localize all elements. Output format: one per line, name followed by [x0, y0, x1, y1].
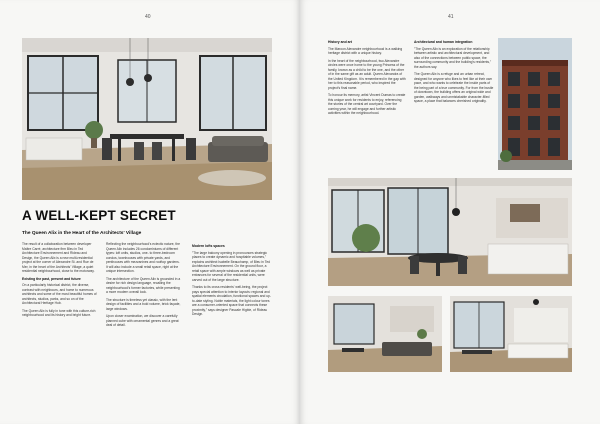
building-illustration	[498, 38, 572, 170]
page-number-right: 41	[448, 14, 454, 20]
paragraph: The result of a collaboration between developer Maître Carré, architecture firm Bleu in Ted Architecture Environnement and Rideau and Design, the Queen Alix is a new multi-residential project at the corner of Alexandre St. and Rue de Mer, in the heart of the Architects' Village, a quiet residential neighbourhood, close to the motorway.	[22, 242, 95, 273]
kitchen-illustration	[450, 296, 572, 372]
building-exterior-photo	[498, 38, 572, 170]
right-column-2	[414, 38, 494, 107]
paragraph: In the heart of the neighbourhood, two Alexandre circles were once home to the young Princess of the family, known as a child to be the one, and the other of in the same gift as an adult. Queen Alexandra of the United Kingdom. It is remembered in the gap with her to this reasonable period, who inspired the project's final name.	[328, 58, 406, 90]
paragraph: The structure is timeless yet classic, with the lent design of facilities and a bold volume, brick façade, large windows.	[106, 297, 181, 311]
paragraph: On a particularly historical district, the diverse, contrast with neighbours, and home to numerous architects and some of the most beautiful homes of architects, studios, parks, and so on of the Architectural Heritage Hub.	[22, 283, 97, 305]
kitchen-photo	[450, 296, 572, 372]
paragraph: Upon closer examination, we discover a carefully planned cube with ornamental genres and a great deal of detail.	[106, 314, 179, 327]
right-page	[300, 0, 600, 424]
article-lead: The Queen Alix in the Heart of the Architects' Village	[22, 231, 142, 236]
dining-illustration	[328, 178, 572, 286]
subheading: Modern lofts spaces	[192, 244, 225, 248]
paragraph: The Maroon Alexandre neighbourhood is a walking heritage district with a unique history.	[328, 46, 403, 55]
paragraph: Thanks to its cross residents' well-being, the project pays special attention to interior layouts: regional and spatial elements circulation, functional spaces and up-to-date styling. Noble materials, the light colour tones are a consumer-oriented space that connects these proximity," says designer Pascale Higbie, of Rideau Design.	[192, 285, 271, 316]
interior-dining-photo	[328, 178, 572, 286]
left-column-2	[106, 242, 182, 331]
right-column-1	[328, 38, 406, 119]
paragraph: "The large balcony opening in pronounces strategic places to create dynamic and hospitable volumes," explains architect Isabelle Beauchamp, of Bleu in Ted Architecture Environnement. On the ground floor, a retail space with ample windows as well as private entrances for several of the residential units, were carved out of the large structure.	[192, 250, 271, 282]
living-area-illustration	[328, 296, 442, 372]
paragraph: The architecture of the Queen Alix is grounded in a desire for rich design language, recalling the neighbourhood's former factories, while presenting a more modern overall look.	[106, 276, 181, 294]
paragraph: "The Queen Alix is an exploration of the relationship between artistic and architectural development, and also of the connections between public space, the surrounding community and the building's residents," the authors say.	[414, 46, 492, 69]
left-column-1	[22, 242, 98, 321]
left-column-3	[192, 242, 272, 320]
subheading: Architectural and human integration	[414, 40, 473, 44]
subheading: Existing the past, present and future	[22, 276, 81, 281]
paragraph: Reflecting the neighbourhood's eclectic nature, the Queen Alix includes 26 condominiums of different types: loft units, studios, one- to three-bedroom condos, townhouses with private yards, and penthouses with mezzanines and rooftop gardens. It will also include a small retail space, right at the unique intersection.	[106, 242, 180, 273]
article-title: A WELL-KEPT SECRET	[22, 208, 176, 223]
living-area-photo	[328, 296, 442, 372]
paragraph: To honour its memory, artist Vincent Dumas to create this unique work for residents to enjoy, referencing the stories of the central art courtyard. Over the coming year, he will engage and further artistic activities within the neighbourhood.	[328, 93, 406, 115]
page-number-left: 40	[145, 14, 151, 20]
paragraph: The Queen Alix is fully in tune with this culture-rich neighbourhood and its history and bright future.	[22, 308, 96, 317]
subheading: History and art	[328, 40, 352, 44]
hero-living-room-photo	[22, 38, 272, 200]
living-room-illustration	[22, 38, 272, 200]
paragraph: The Queen Alix is a refuge and an urban retreat, designed for anyone who likes to feel like at their own pace, and who wants to celebrate the inside parts of the being part of a true community. For from the bustle of downtown, the building offers an original wide and garden, walkways and unmistakable character-filled space, a place that balances cherished originality.	[414, 72, 494, 103]
